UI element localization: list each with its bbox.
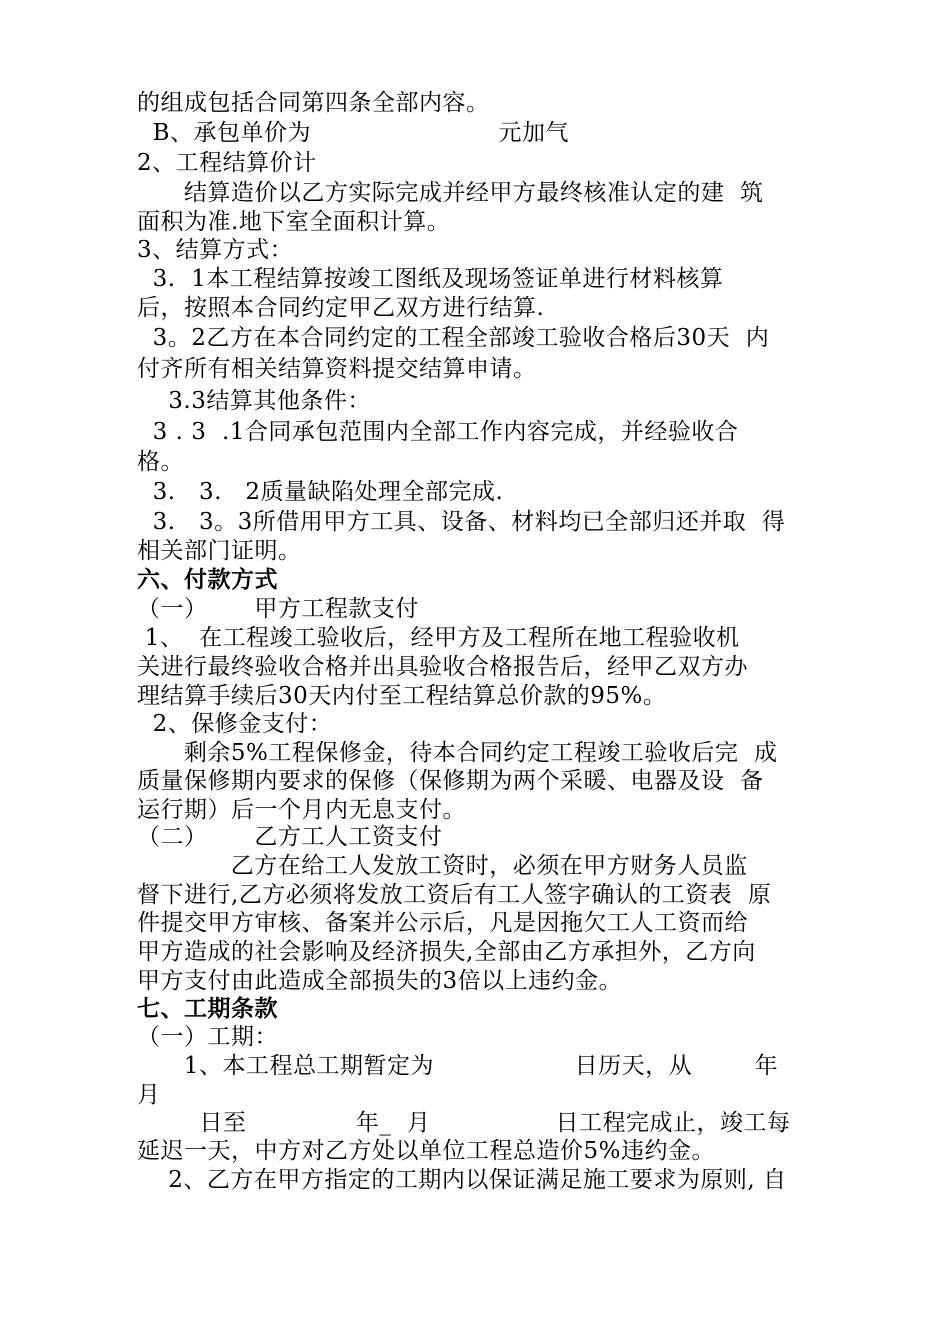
text-line: 3. 3. 2质量缺陷处理全部完成. xyxy=(137,479,504,505)
text-line: 督下进行,乙方必须将发放工资后有工人签字确认的工资表 原 xyxy=(137,882,772,908)
text-line: 关进行最终验收合格并出具验收合格报告后，经甲乙双方办 xyxy=(137,654,748,680)
text-line: 付齐所有相关结算资料提交结算申请。 xyxy=(137,356,537,382)
section-heading-payment: 六、付款方式 xyxy=(137,567,278,593)
text-line: 1、本工程总工期暂定为 日历天，从 年 xyxy=(137,1053,779,1079)
section-heading-schedule: 七、工期条款 xyxy=(137,996,278,1022)
text-line: 2、保修金支付： xyxy=(137,711,333,737)
text-line: 质量保修期内要求的保修（保修期为两个采暖、电器及设 备 xyxy=(137,768,764,794)
text-line: 3. 3。3所借用甲方工具、设备、材料均已全部归还并取 得 xyxy=(137,509,786,535)
text-line: （二） 乙方工人工资支付 xyxy=(137,824,443,850)
text-line: 的组成包括合同第四条全部内容。 xyxy=(137,90,490,116)
text-line: 结算造价以乙方实际完成并经甲方最终核准认定的建 筑 xyxy=(137,180,764,206)
text-line: 2、乙方在甲方指定的工期内以保证满足施工要求为原则, 自 xyxy=(137,1167,787,1193)
text-line: 1、 在工程竣工验收后，经甲方及工程所在地工程验收机 xyxy=(137,625,740,651)
text-line: 理结算手续后30天内付至工程结算总价款的95%。 xyxy=(137,683,667,709)
text-line: 3、结算方式： xyxy=(137,237,294,263)
text-line: 剩余5%工程保修金，待本合同约定工程竣工验收后完 成 xyxy=(137,740,778,766)
text-line: 3。2乙方在本合同约定的工程全部竣工验收合格后30天 内 xyxy=(137,325,770,351)
text-line: B、承包单价为 元加气 xyxy=(137,120,569,146)
text-line: 月 xyxy=(137,1082,161,1108)
text-line: 乙方在给工人发放工资时，必须在甲方财务人员监 xyxy=(137,853,748,879)
text-line: 后，按照本合同约定甲乙双方进行结算. xyxy=(137,295,545,321)
text-line: 面积为准.地下室全面积计算。 xyxy=(137,209,451,235)
text-line: 相关部门证明。 xyxy=(137,538,302,564)
text-line: 2、工程结算价计 xyxy=(137,150,317,176)
text-line: （一） 甲方工程款支付 xyxy=(137,596,419,622)
text-line: （一）工期： xyxy=(137,1024,278,1050)
text-line: 甲方造成的社会影响及经济损失,全部由乙方承担外，乙方向 xyxy=(137,939,756,965)
text-line: 件提交甲方审核、备案并公示后，凡是因拖欠工人工资而给 xyxy=(137,910,748,936)
text-line: 3.3结算其他条件： xyxy=(137,388,371,414)
text-line: 延迟一天，中方对乙方处以单位工程总造价5%违约金。 xyxy=(137,1138,715,1164)
text-line: 日至 年_ 月 日工程完成止，竣工每 xyxy=(137,1110,791,1136)
text-line: 3 . 3 .1合同承包范围内全部工作内容完成，并经验收合 xyxy=(137,419,739,445)
text-line: 甲方支付由此造成全部损失的3倍以上违约金。 xyxy=(137,968,623,994)
text-line: 运行期）后一个月内无息支付。 xyxy=(137,797,466,823)
text-line: 3. 1本工程结算按竣工图纸及现场签证单进行材料核算 xyxy=(137,266,724,292)
text-line: 格。 xyxy=(137,449,184,475)
